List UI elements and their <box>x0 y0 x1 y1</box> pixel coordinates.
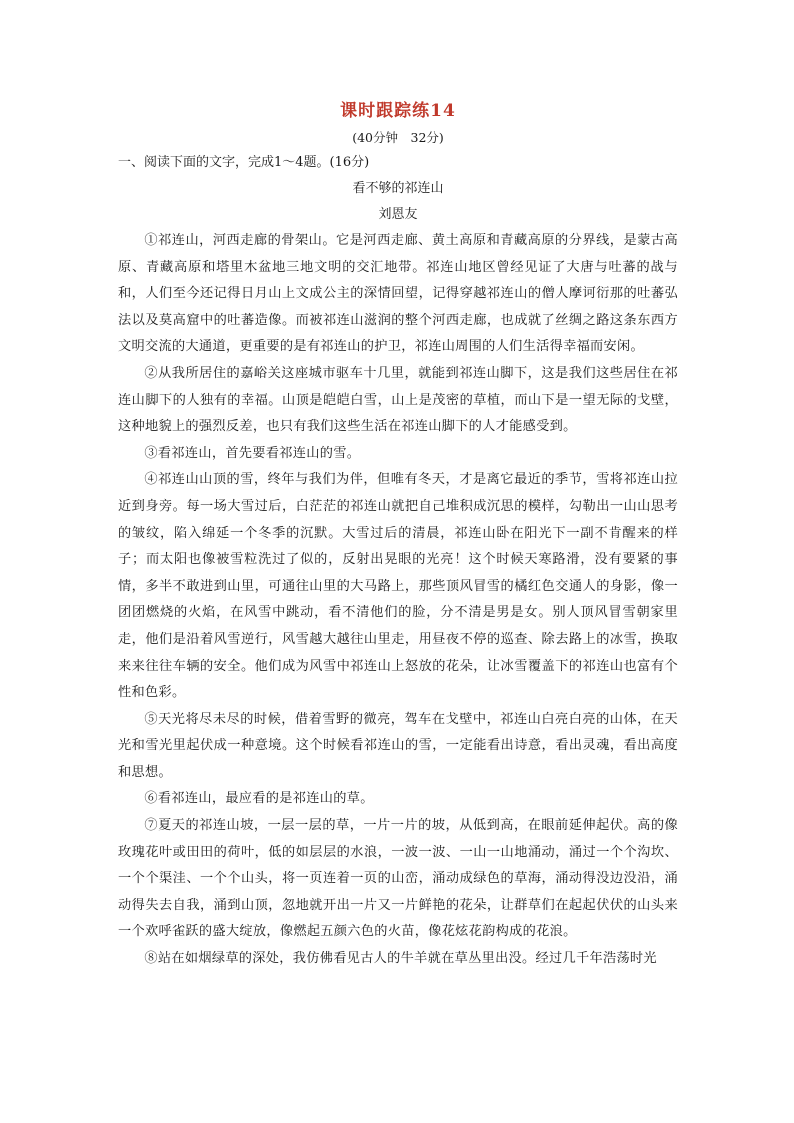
essay-title: 看不够的祁连山 <box>352 181 444 196</box>
paragraph-4: ④祁连山山顶的雪，终年与我们为伴，但唯有冬天，才是离它最近的季节，雪将祁连山拉近到身旁。每一场大雪过后，白茫茫的祁连山就把自己堆积成沉思的模样，勾勒出一山山思考的皱纹，陷入绵延一个冬季的沉默。大雪过后的清晨，祁连山卧在阳光下一副不肯醒来的样子；而太阳也像被雪粒洗过了似的，反射出晃眼的光亮！这个时候天寒路滑，没有要紧的事情，多半不敢进到山里，可通往山里的大马路上，那些顶风冒雪的橘红色交通人的身影，像一团团燃烧的火焰，在风雪中跳动，看不清他们的脸，分不清是男是女。别人顶风冒雪朝家里走，他们是沿着风雪逆行，风雪越大越往山里走，用昼夜不停的巡查、除去路上的冰雪，换取来来往往车辆的安全。他们成为风雪中祁连山上怒放的花朵，让冰雪覆盖下的祁连山也富有个性和色彩。 <box>118 472 678 701</box>
paragraph-5: ⑤天光将尽未尽的时候，借着雪野的微亮，驾车在戈壁中，祁连山白亮白亮的山体，在天光和雪光里起伏成一种意境。这个时候看祁连山的雪，一定能看出诗意，看出灵魂，看出高度和思想。 <box>118 711 678 780</box>
time-score-subtitle: (40分钟 32分) <box>352 130 444 145</box>
paragraph-6: ⑥看祁连山，最应看的是祁连山的草。 <box>144 791 374 807</box>
paragraph-7: ⑦夏天的祁连山坡，一层一层的草，一片一片的坡，从低到高，在眼前延伸起伏。高的像玫瑰花叶或田田的荷叶，低的如层层的水浪，一波一波、一山一山地涌动，涌过一个个沟坎、一个个渠洼、一个个山头，将一页连着一页的山峦，涌动成绿色的草海，涌动得没边没沿，涌动得失去自我，涌到山顶，忽地就开出一片又一片鲜艳的花朵，让群草们在起起伏伏的山头来一个欢呼雀跃的盛大绽放，像燃起五颜六色的火苗，像花炫花韵构成的花浪。 <box>118 818 678 940</box>
section-instruction: 一、阅读下面的文字，完成1～4题。(16分) <box>118 155 370 170</box>
paragraph-2: ②从我所居住的嘉峪关这座城市驱车十几里，就能到祁连山脚下，这是我们这些居住在祁连山脚下的人独有的幸福。山顶是皑皑白雪，山上是茂密的草植，而山下是一望无际的戈壁，这种地貌上的强烈反差，也只有我们这些生活在祁连山脚下的人才能感受到。 <box>118 365 678 435</box>
paragraph-3: ③看祁连山，首先要看祁连山的雪。 <box>144 445 361 461</box>
document-page <box>118 96 678 973</box>
paragraph-8: ⑧站在如烟绿草的深处，我仿佛看见古人的牛羊就在草丛里出没。经过几千年浩荡时光 <box>144 951 657 967</box>
page-title: 课时跟踪练14 <box>340 101 456 121</box>
essay-author: 刘恩友 <box>378 207 418 222</box>
paragraph-1: ①祁连山，河西走廊的骨架山。它是河西走廊、黄土高原和青藏高原的分界线，是蒙古高原、青藏高原和塔里木盆地三地文明的交汇地带。祁连山地区曾经见证了大唐与吐蕃的战与和，人们至今还记得日月山上文成公主的深情回望，记得穿越祁连山的僧人摩诃衍那的吐蕃弘法以及莫高窟中的吐蕃造像。而被祁连山滋润的整个河西走廊，也成就了丝绸之路这条东西方文明交流的大通道，更重要的是有祁连山的护卫，祁连山周围的人们生活得幸福而安闲。 <box>118 233 678 355</box>
